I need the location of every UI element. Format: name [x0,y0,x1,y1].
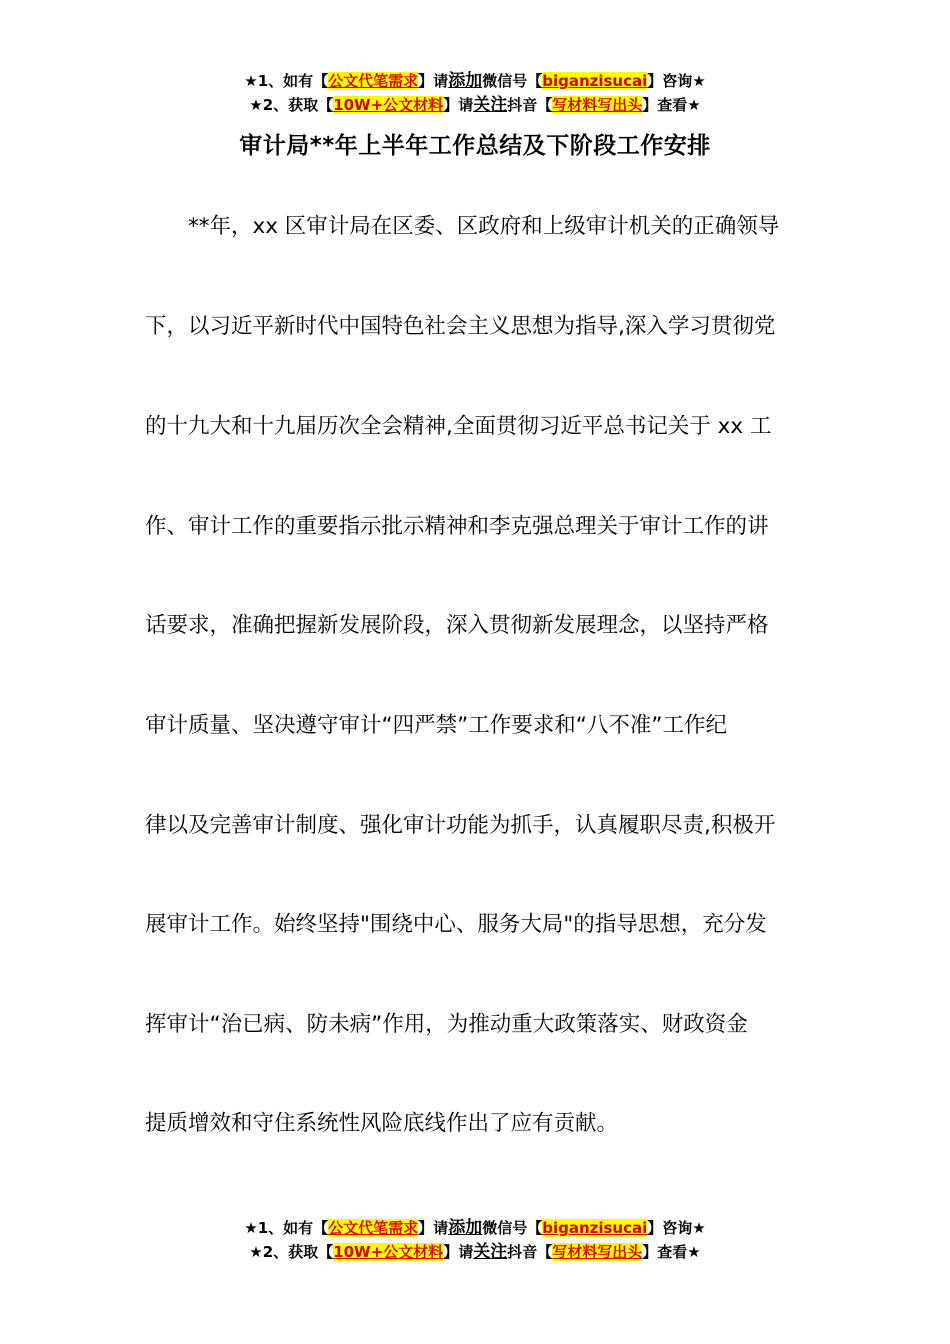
promo-emphasis: 添加 [448,71,483,91]
paragraph-line: 作、审计工作的重要指示批示精神和李克强总理关于审计工作的讲 [145,514,769,539]
promo-line-1 [0,1216,950,1240]
promo-text: 抖音【 [507,1243,553,1261]
paragraph-line: 的十九大和十九届历次全会精神,全面贯彻习近平总书记关于 xx 工 [145,414,772,439]
promo-text: 】查看★ [642,96,701,114]
promo-banner-top [0,69,950,117]
promo-highlight: 公文代笔需求 [328,1219,419,1237]
promo-text: ★1、如有【 [244,1219,329,1237]
promo-text: 】请 [418,1219,449,1237]
paragraph-line: 话要求，准确把握新发展阶段，深入贯彻新发展理念，以坚持严格 [145,613,769,638]
promo-text: ★1、如有【 [244,72,329,90]
promo-text: 】请 [418,72,449,90]
paragraph-line: 挥审计“治已病、防未病”作用，为推动重大政策落实、财政资金 [145,1012,748,1037]
paragraph-line: 下，以习近平新时代中国特色社会主义思想为指导,深入学习贯彻党 [145,314,776,339]
promo-highlight: 公文代笔需求 [328,72,419,90]
promo-line-2 [0,93,950,117]
promo-text: ★2、获取【 [249,1243,334,1261]
promo-highlight-douyin-id: 写材料写出头 [552,1243,643,1261]
promo-text: ★2、获取【 [249,96,334,114]
promo-text: 抖音【 [507,96,553,114]
promo-emphasis: 关注 [473,95,508,115]
paragraph-line: 提质增效和守住系统性风险底线作出了应有贡献。 [145,1111,619,1136]
promo-text: 】咨询★ [647,1219,706,1237]
promo-emphasis: 关注 [473,1242,508,1262]
promo-text: 】请 [443,96,474,114]
promo-line-2 [0,1240,950,1264]
paragraph-line: 律以及完善审计制度、强化审计功能为抓手，认真履职尽责,积极开 [145,813,776,838]
paragraph-line: **年，xx 区审计局在区委、区政府和上级审计机关的正确领导 [145,214,780,239]
promo-text: 】查看★ [642,1243,701,1261]
promo-text: 】咨询★ [647,72,706,90]
promo-highlight-douyin-id: 写材料写出头 [552,96,643,114]
document-title: 审计局**年上半年工作总结及下阶段工作安排 [239,133,711,159]
promo-line-1 [0,69,950,93]
promo-emphasis: 添加 [448,1218,483,1238]
paragraph-line: 展审计工作。始终坚持"围绕中心、服务大局"的指导思想，充分发 [145,912,767,937]
promo-text: 】请 [443,1243,474,1261]
promo-highlight: 10W+公文材料 [333,1243,444,1261]
promo-highlight: 10W+公文材料 [333,96,444,114]
promo-text: 微信号【 [482,72,543,90]
paragraph-line: 审计质量、坚决遵守审计“四严禁”工作要求和“八不准”工作纪 [145,713,728,738]
promo-text: 微信号【 [482,1219,543,1237]
promo-banner-bottom [0,1216,950,1264]
promo-highlight-wechat-id: biganzisucai [542,72,648,90]
promo-highlight-wechat-id: biganzisucai [542,1219,648,1237]
